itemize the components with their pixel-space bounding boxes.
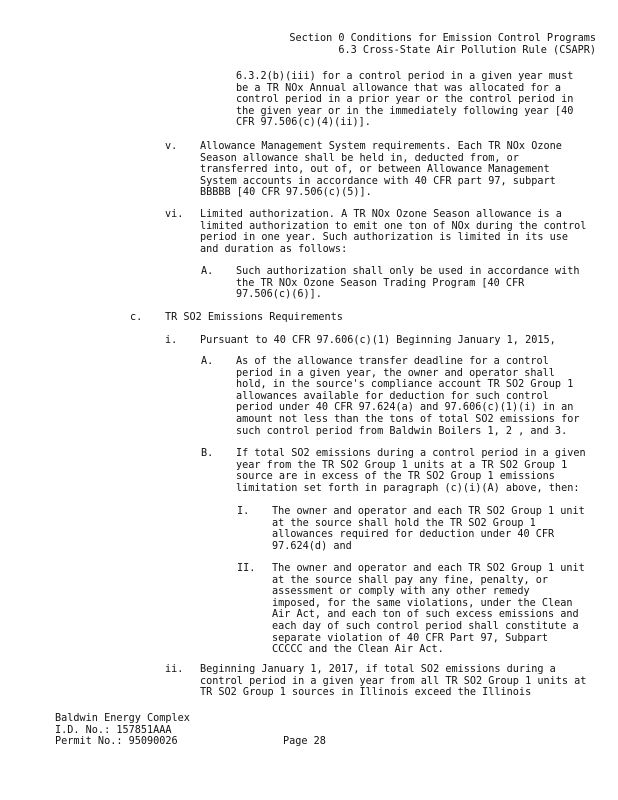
paragraph-hold-allowances: The owner and operator and each TR SO2 Group 1 unit at the source shall hold the TR SO2 Group 1 allowances required for deduction under 40 CFR 97.624(d) and (272, 506, 585, 552)
item-marker-vi-a: A. (201, 266, 214, 277)
item-marker-c-ii: ii. (165, 664, 184, 675)
paragraph-authorization-use: Such authorization shall only be used in accordance with the TR NOx Ozone Season Trading Program [40 CFR 97.506(c)(6)]. (236, 266, 580, 301)
item-marker-c-i-a: A. (201, 356, 214, 367)
footer-permit-number: Permit No.: 95090026 (55, 736, 178, 748)
continuation-paragraph: 6.3.2(b)(iii) for a control period in a given year must be a TR NOx Annual allowance that was allocated for a control period in a prior year or the control period in the given year or in the immediately following year [40 CFR 97.506(c)(4)(ii)]. (236, 71, 574, 129)
paragraph-limited-authorization: Limited authorization. A TR NOx Ozone Season allowance is a limited authorization to emit one ton of NOx during the control period in one year. Such authorization is limited in its use and duration as follows: (200, 209, 587, 255)
footer-facility-name: Baldwin Energy Complex (55, 713, 190, 724)
paragraph-allowance-management: Allowance Management System requirements. Each TR NOx Ozone Season allowance shall be held in, deducted from, or transferred into, out of, or between Allowance Management System accounts in accordance with 40 CFR part 97, subpart BBBBB [40 CFR 97.506(c)(5)]. (200, 141, 562, 199)
item-marker-c-i-b: B. (201, 448, 214, 459)
footer-page-number: Page 28 (283, 736, 326, 747)
item-marker-c-i: i. (165, 335, 178, 346)
page-footer (55, 713, 455, 748)
paragraph-pay-penalty: The owner and operator and each TR SO2 Group 1 unit at the source shall pay any fine, penalty, or assessment or comply with any other remedy imposed, for the same violations, under the Clean Air Act, and each ton of such excess emissions and each day of such control period shall constitute a separate violation of 40 CFR Part 97, Subpart CCCCC and the Clean Air Act. (272, 563, 585, 656)
paragraph-illinois-assurance: Beginning January 1, 2017, if total SO2 emissions during a control period in a given year from all TR SO2 Group 1 units at TR SO2 Group 1 sources in Illinois exceed the Illinois (200, 664, 587, 699)
item-marker-c-i-b-i: I. (237, 506, 250, 517)
heading-so2-emissions-requirements: TR SO2 Emissions Requirements (165, 312, 343, 323)
paragraph-pursuant: Pursuant to 40 CFR 97.606(c)(1) Beginning January 1, 2015, (200, 335, 556, 346)
paragraph-allowance-transfer-deadline: As of the allowance transfer deadline for a control period in a given year, the owner and operator shall hold, in the source's compliance account TR SO2 Group 1 allowances available for deduction for such control period under 40 CFR 97.624(a) and 97.606(c)(1)(i) in an amount not less than the tons of total SO2 emissions for such control period from Baldwin Boilers 1, 2 , and 3. (236, 356, 580, 437)
header-subsection-title: 6.3 Cross-State Air Pollution Rule (CSAPR) (338, 44, 596, 56)
item-marker-c: c. (130, 312, 143, 323)
footer-id-number: I.D. No.: 157851AAA (55, 724, 172, 736)
item-marker-c-i-b-ii: II. (237, 563, 256, 574)
paragraph-excess-emissions: If total SO2 emissions during a control period in a given year from the TR SO2 Group 1 units at a TR SO2 Group 1 source are in excess of the TR SO2 Group 1 emissions limitation set forth in paragraph (c)(i)(A) above, then: (236, 448, 586, 494)
item-marker-v: v. (165, 141, 178, 152)
header-section-title: Section 0 Conditions for Emission Control Programs (289, 33, 596, 44)
page-header (176, 33, 596, 56)
item-marker-vi: vi. (165, 209, 184, 220)
